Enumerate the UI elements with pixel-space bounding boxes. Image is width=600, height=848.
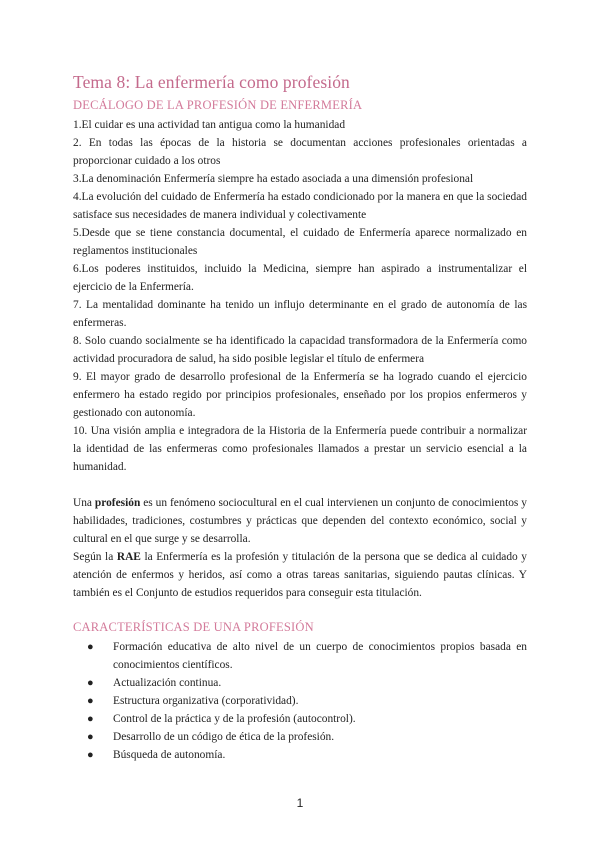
decalogo-item: 2. En todas las épocas de la historia se documentan acciones profesionales orientadas a proporcionar cuidado a los otros — [73, 137, 527, 167]
decalogo-heading: DECÁLOGO DE LA PROFESIÓN DE ENFERMERÍA — [73, 98, 363, 112]
list-item — [87, 674, 527, 692]
definition-text: Según la — [73, 551, 117, 563]
list-item-text: Estructura organizativa (corporatividad). — [113, 695, 299, 707]
decalogo-item: 9. El mayor grado de desarrollo profesional de la Enfermería se ha logrado cuando el ejercicio enfermero ha estado regido por principios profesionales, enseñado por los propios enfermeros y gestionado con autonomía. — [73, 371, 527, 419]
list-item — [87, 710, 527, 728]
bullet-icon: ● — [87, 749, 94, 761]
decalogo-list — [73, 116, 527, 476]
rae-definition — [73, 548, 527, 602]
bullet-icon: ● — [87, 713, 94, 725]
page-number: 1 — [296, 796, 304, 810]
decalogo-item: 4.La evolución del cuidado de Enfermería ha estado condicionado por la manera en que la sociedad satisface sus necesidades de manera individual y colectivamente — [73, 191, 527, 221]
decalogo-item: 3.La denominación Enfermería siempre ha estado asociada a una dimensión profesional — [73, 173, 474, 185]
list-item — [87, 692, 527, 710]
decalogo-item: 7. La mentalidad dominante ha tenido un influjo determinante en el grado de autonomía de las enfermeras. — [73, 299, 527, 329]
list-item-text: Búsqueda de autonomía. — [113, 749, 226, 761]
list-item — [87, 638, 527, 674]
decalogo-item: 8. Solo cuando socialmente se ha identificado la capacidad transformadora de la Enfermería como actividad procuradora de salud, ha sido posible legislar el título de enfermera — [73, 335, 527, 365]
bullet-icon: ● — [87, 641, 94, 653]
bullet-icon: ● — [87, 731, 94, 743]
profesion-term: profesión — [94, 497, 141, 509]
list-item-text: Desarrollo de un código de ética de la profesión. — [113, 731, 335, 743]
list-item-text: Formación educativa de alto nivel de un cuerpo de conocimientos propios basada en conocimientos científicos. — [113, 641, 527, 671]
definition-text: la Enfermería es la profesión y titulación de la persona que se dedica al cuidado y atención de enfermos y heridos, así como a otras tareas sanitarias, siguiendo pautas clínicas. Y también es el Conjunto de estudios requeridos para conseguir esta titulación. — [73, 551, 527, 599]
caracteristicas-list — [87, 638, 527, 764]
decalogo-item: 1.El cuidar es una actividad tan antigua como la humanidad — [73, 119, 346, 131]
decalogo-item: 10. Una visión amplia e integradora de la Historia de la Enfermería puede contribuir a normalizar la identidad de las enfermeras como profesionales llamados a prestar un servicio esencial a la humanidad. — [73, 425, 527, 473]
bullet-icon: ● — [87, 695, 94, 707]
list-item — [87, 728, 527, 746]
decalogo-item: 5.Desde que se tiene constancia documental, el cuidado de Enfermería aparece normalizado en reglamentos institucionales — [73, 227, 527, 257]
caracteristicas-heading: CARACTERÍSTICAS DE UNA PROFESIÓN — [73, 620, 314, 634]
list-item-text: Actualización continua. — [113, 677, 222, 689]
document-page — [73, 72, 527, 764]
list-item — [87, 746, 527, 764]
document-title: Tema 8: La enfermería como profesión — [73, 72, 350, 92]
rae-term: RAE — [116, 551, 141, 563]
profesion-definition — [73, 494, 527, 548]
bullet-icon: ● — [87, 677, 94, 689]
list-item-text: Control de la práctica y de la profesión (autocontrol). — [113, 713, 356, 725]
definition-text: es un fenómeno sociocultural en el cual intervienen un conjunto de conocimientos y habilidades, tradiciones, costumbres y prácticas que dependen del contexto económico, social y cultural en el que surge y se desarrolla. — [73, 497, 527, 545]
decalogo-item: 6.Los poderes instituidos, incluido la Medicina, siempre han aspirado a instrumentalizar el ejercicio de la Enfermería. — [73, 263, 527, 293]
definition-text: Una — [73, 497, 95, 509]
